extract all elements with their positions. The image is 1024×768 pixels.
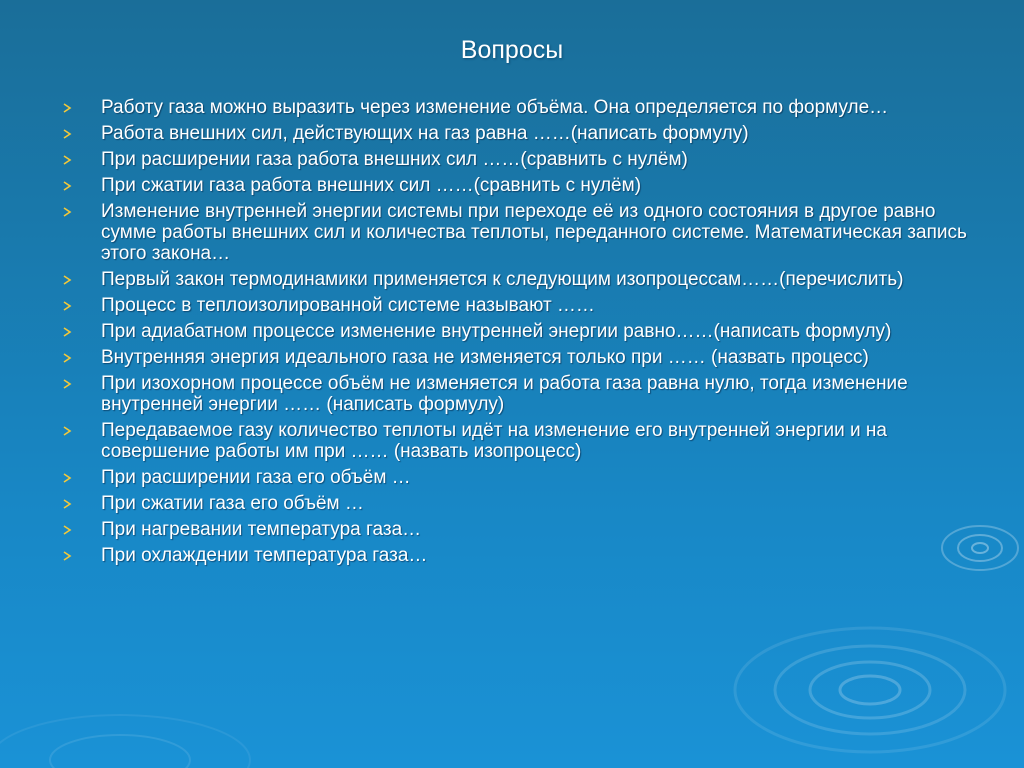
arrow-bullet-icon [62,98,74,118]
list-item-text: При нагревании температура газа… [101,519,422,540]
list-item [60,373,980,415]
list-item-text: Первый закон термодинамики применяется к следующим изопроцессам……(перечислить) [101,269,904,290]
list-item [60,420,980,462]
list-item-text: Изменение внутренней энергии системы при переходе её из одного состояния в другое равно сумме работы внешних сил и количества теплоты, переданного системе. Математическая запись этого закона… [101,201,967,264]
list-item [60,123,980,144]
list-item [60,201,980,264]
list-item-text: При сжатии газа работа внешних сил ……(сравнить с нулём) [101,175,642,196]
arrow-bullet-icon [62,421,74,441]
arrow-bullet-icon [62,546,74,566]
list-item [60,175,980,196]
list-item-text: При расширении газа его объём … [101,467,411,488]
list-item-text: При расширении газа работа внешних сил ……(сравнить с нулём) [101,149,688,170]
arrow-bullet-icon [62,520,74,540]
question-list [60,97,980,571]
list-item [60,149,980,170]
arrow-bullet-icon [62,270,74,290]
list-item [60,545,980,566]
list-item [60,347,980,368]
list-item [60,519,980,540]
list-item-text: Работа внешних сил, действующих на газ равна ……(написать формулу) [101,123,749,144]
list-item [60,467,980,488]
arrow-bullet-icon [62,150,74,170]
arrow-bullet-icon [62,296,74,316]
list-item [60,493,980,514]
slide-title: Вопросы [460,36,564,64]
arrow-bullet-icon [62,202,74,222]
arrow-bullet-icon [62,374,74,394]
list-item [60,295,980,316]
list-item-text: Внутренняя энергия идеального газа не изменяется только при …… (назвать процесс) [101,347,869,368]
list-item [60,269,980,290]
list-item-text: При охлаждении температура газа… [101,545,428,566]
arrow-bullet-icon [62,124,74,144]
list-item-text: Передаваемое газу количество теплоты идёт на изменение его внутренней энергии и на совершение работы им при …… (назвать изопроцесс) [101,420,887,462]
list-item [60,321,980,342]
arrow-bullet-icon [62,176,74,196]
arrow-bullet-icon [62,494,74,514]
list-item-text: Процесс в теплоизолированной системе называют …… [101,295,595,316]
arrow-bullet-icon [62,468,74,488]
list-item-text: Работу газа можно выразить через изменение объёма. Она определяется по формуле… [101,97,889,118]
list-item-text: При адиабатном процессе изменение внутренней энергии равно……(написать формулу) [101,321,892,342]
arrow-bullet-icon [62,322,74,342]
list-item [60,97,980,118]
list-item-text: При сжатии газа его объём … [101,493,364,514]
list-item-text: При изохорном процессе объём не изменяется и работа газа равна нулю, тогда изменение внутренней энергии …… (написать формулу) [101,373,908,415]
arrow-bullet-icon [62,348,74,368]
